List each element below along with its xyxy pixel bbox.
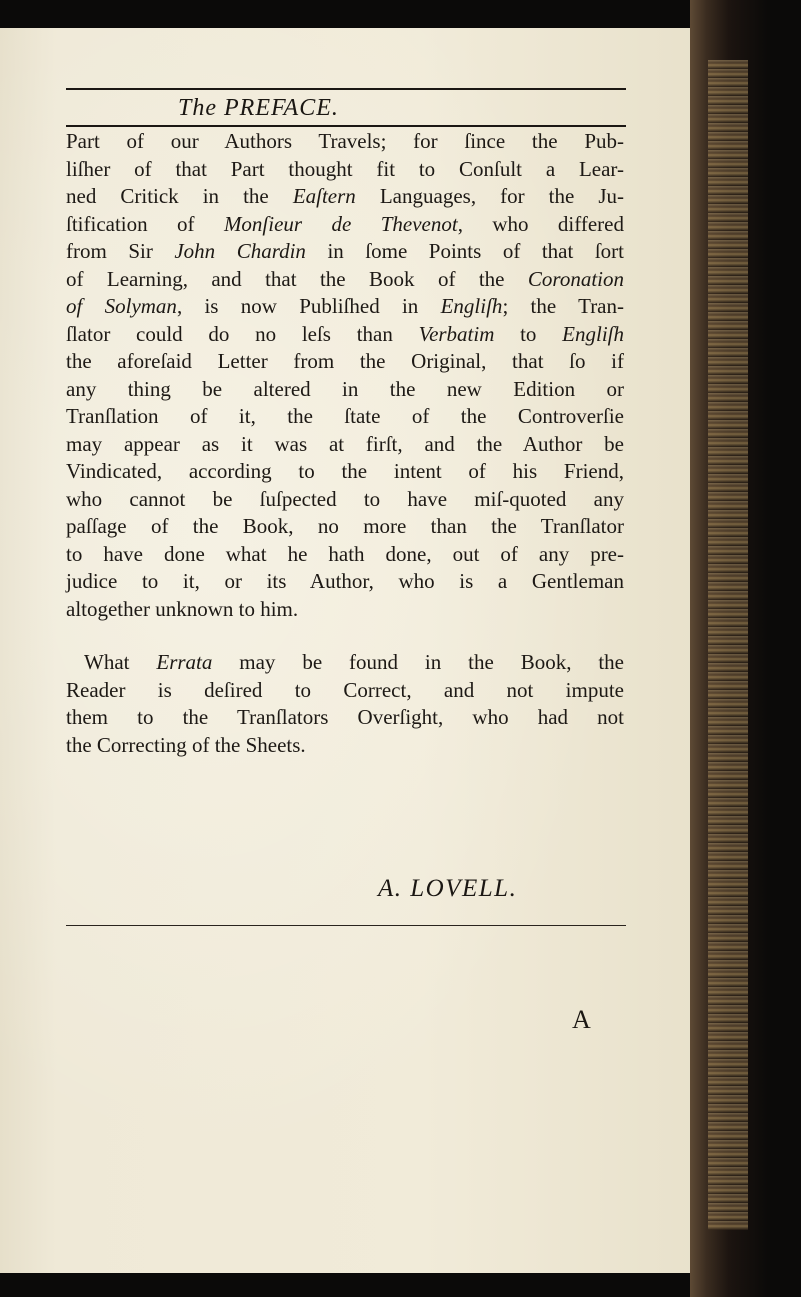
paragraph-2 [66,649,624,759]
text-line: Vindicated, according to the intent of his Friend, [66,459,624,483]
text-line: Reader is deſired to Correct, and not impute [66,677,624,702]
text-line: may appear as it was at firſt, and the Author be [66,431,624,456]
signature: A. LOVELL. [378,875,518,902]
text-line: any thing be altered in the new Edition or [66,376,624,401]
signature-mark: A [572,1005,591,1034]
text-line: ſlator could do no leſs than Verbatim to Engliſh [66,321,624,346]
header-rule-top [66,88,626,90]
text-line: What Errata may be found in the Book, the [84,650,624,674]
text-line: judice to it, or its Author, who is a Gentleman [66,569,624,593]
text-line: ſtification of Monſieur de Thevenot, who differed [66,211,624,236]
text-line: them to the Tranſlators Overſight, who had not [66,705,624,729]
page-edges [708,60,748,1230]
preface-body [66,128,624,759]
paragraph-gap [66,623,624,649]
text-line: from Sir John Chardin in ſome Points of that ſort [66,239,625,263]
text-line: the Correcting of the Sheets. [66,732,306,757]
book-gutter [690,0,801,1297]
text-line: altogether unknown to him. [66,596,299,621]
text-line: Part of our Authors Travels; for ſince the Pub- [66,129,624,153]
text-line: ned Critick in the Eaſtern Languages, for the Ju- [66,184,624,208]
footer-rule [66,925,626,926]
text-line: the aforeſaid Letter from the Original, that ſo if [66,349,624,373]
text-line: to have done what he hath done, out of any pre- [66,541,624,566]
text-line: of Learning, and that the Book of the Coronation [66,266,624,291]
paragraph-1 [66,128,624,623]
text-line: paſſage of the Book, no more than the Tranſlator [66,514,624,538]
header-rule-bottom [66,125,626,127]
text-line: of Solyman, is now Publiſhed in Engliſh; the Tran- [66,294,624,318]
text-line: liſher of that Part thought fit to Conſult a Lear- [66,156,624,181]
text-line: who cannot be ſuſpected to have miſ-quoted any [66,486,624,511]
running-header: The PREFACE. [178,95,339,121]
text-line: Tranſlation of it, the ſtate of the Controverſie [66,404,624,428]
